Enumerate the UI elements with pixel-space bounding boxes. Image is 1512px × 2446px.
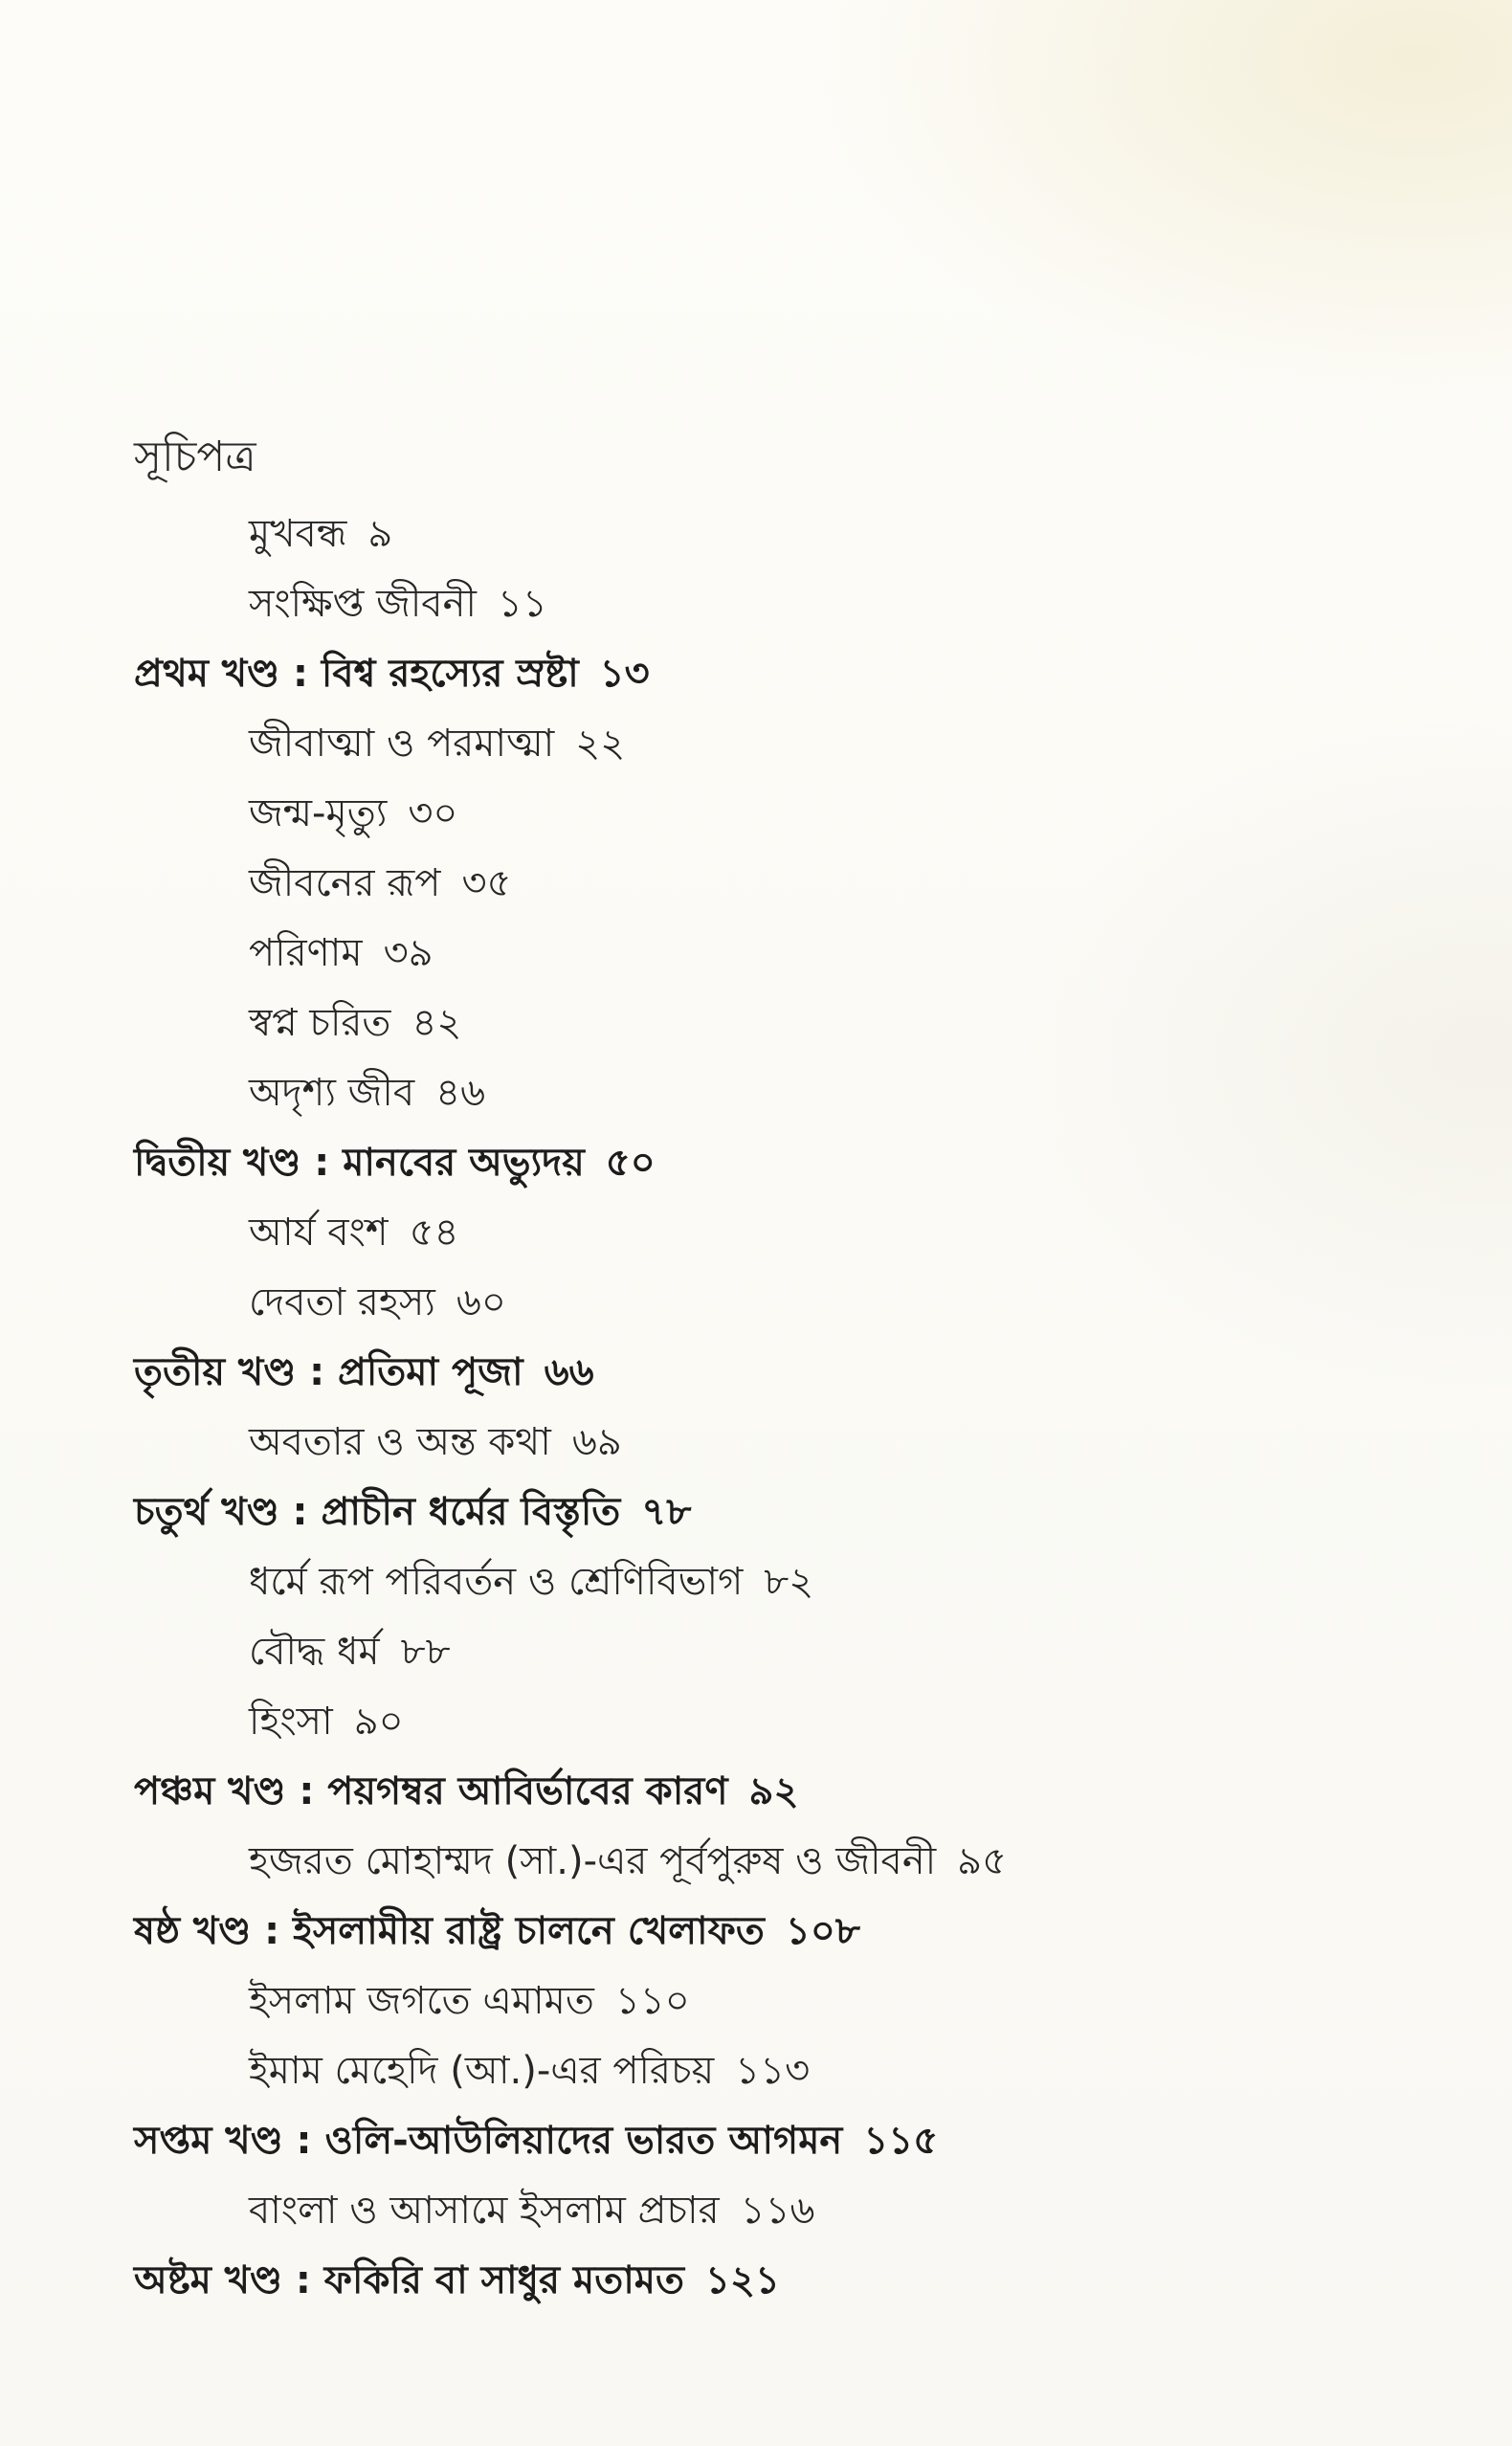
entry-title: ইসলাম জগতে এমামত bbox=[249, 1979, 594, 2023]
entry-page-number: ৮২ bbox=[764, 1560, 814, 1604]
entry-title: অদৃশ্য জীব bbox=[249, 1071, 415, 1115]
entry-page-number: ১১৫ bbox=[863, 2119, 939, 2163]
toc-part-entry bbox=[134, 2246, 1378, 2316]
entry-page-number: ৬০ bbox=[456, 1280, 506, 1324]
entry-page-number: ৬৯ bbox=[571, 1420, 622, 1464]
entry-page-number: ১১ bbox=[497, 582, 547, 626]
toc-title: সূচিপত্র bbox=[134, 433, 256, 481]
entry-title: অবতার ও অন্ত কথা bbox=[249, 1420, 551, 1464]
entry-title: সংক্ষিপ্ত জীবনী bbox=[249, 582, 477, 626]
toc-chapter-entry bbox=[134, 1058, 1378, 1128]
toc-chapter-entry bbox=[134, 919, 1378, 989]
entry-page-number: ১৩ bbox=[599, 652, 650, 696]
entry-title: জীবাত্মা ও পরমাত্মা bbox=[249, 722, 555, 766]
toc-chapter-entry bbox=[134, 569, 1378, 639]
toc-chapter-entry bbox=[134, 1827, 1378, 1897]
entry-title: তৃতীয় খণ্ড : প্রতিমা পূজা bbox=[134, 1350, 523, 1394]
toc-part-entry bbox=[134, 639, 1378, 709]
toc-chapter-entry bbox=[134, 709, 1378, 779]
entry-title: ষষ্ঠ খণ্ড : ইসলামীয় রাষ্ট্র চালনে খেলাফত bbox=[134, 1909, 765, 1953]
entry-title: বৌদ্ধ ধর্ম bbox=[249, 1630, 380, 1674]
entry-title: ধর্মে রূপ পরিবর্তন ও শ্রেণিবিভাগ bbox=[249, 1560, 744, 1604]
entry-page-number: ৫৪ bbox=[409, 1211, 459, 1255]
toc-chapter-entry bbox=[134, 500, 1378, 569]
toc-part-entry bbox=[134, 1757, 1378, 1827]
toc-chapter-entry bbox=[134, 849, 1378, 919]
toc-chapter-entry bbox=[134, 1547, 1378, 1617]
entry-title: অষ্টম খণ্ড : ফকিরি বা সাধুর মতামত bbox=[134, 2258, 685, 2302]
entry-title: হজরত মোহাম্মদ (সা.)-এর পূর্বপুরুষ ও জীবনী bbox=[249, 1839, 937, 1883]
entry-page-number: ৩৫ bbox=[461, 861, 512, 905]
entry-title: চতুর্থ খণ্ড : প্রাচীন ধর্মের বিস্তৃতি bbox=[134, 1490, 621, 1534]
toc-chapter-entry bbox=[134, 1198, 1378, 1268]
entry-page-number: ৮৮ bbox=[400, 1630, 451, 1674]
toc-chapter-entry bbox=[134, 1967, 1378, 2036]
toc-chapter-entry bbox=[134, 1617, 1378, 1687]
entry-title: জীবনের রূপ bbox=[249, 861, 441, 905]
entry-page-number: ৩০ bbox=[408, 791, 458, 835]
entry-page-number: ৫০ bbox=[605, 1141, 656, 1185]
entry-page-number: ১১৬ bbox=[740, 2189, 815, 2233]
entry-title: বাংলা ও আসামে ইসলাম প্রচার bbox=[249, 2189, 720, 2233]
entry-title: পরিণাম bbox=[249, 931, 363, 975]
entry-title: প্রথম খণ্ড : বিশ্ব রহস্যের স্রষ্টা bbox=[134, 652, 579, 696]
entry-page-number: ১০৮ bbox=[785, 1909, 860, 1953]
entry-page-number: ৯২ bbox=[748, 1769, 799, 1813]
entry-page-number: ১১৩ bbox=[735, 2049, 811, 2093]
entry-title: আর্য বংশ bbox=[249, 1211, 389, 1255]
entry-title: মুখবন্ধ bbox=[249, 512, 347, 556]
entry-page-number: ৯৫ bbox=[957, 1839, 1008, 1883]
entry-page-number: ২২ bbox=[575, 722, 626, 766]
toc-chapter-entry bbox=[134, 2036, 1378, 2106]
entry-title: পঞ্চম খণ্ড : পয়গম্বর আবির্ভাবের কারণ bbox=[134, 1769, 728, 1813]
entry-title: দেবতা রহস্য bbox=[249, 1280, 435, 1324]
toc-part-entry bbox=[134, 1338, 1378, 1408]
toc-part-entry bbox=[134, 1478, 1378, 1547]
entry-page-number: ৩৯ bbox=[383, 931, 434, 975]
entry-page-number: ৭৮ bbox=[641, 1490, 692, 1534]
entry-page-number: ৪৬ bbox=[435, 1071, 486, 1115]
entry-page-number: ৯ bbox=[367, 512, 393, 556]
toc-chapter-entry bbox=[134, 1408, 1378, 1478]
entry-title: স্বপ্ন চরিত bbox=[249, 1001, 391, 1045]
toc-part-entry bbox=[134, 2106, 1378, 2176]
entry-page-number: ৯০ bbox=[353, 1700, 404, 1744]
entry-page-number: ১২১ bbox=[705, 2258, 780, 2302]
entry-page-number: ৬৬ bbox=[544, 1350, 594, 1394]
entry-title: সপ্তম খণ্ড : ওলি-আউলিয়াদের ভারত আগমন bbox=[134, 2119, 843, 2163]
toc-chapter-entry bbox=[134, 2176, 1378, 2246]
entry-title: জন্ম-মৃত্যু bbox=[249, 791, 388, 835]
toc-chapter-entry bbox=[134, 989, 1378, 1058]
toc-part-entry bbox=[134, 1128, 1378, 1198]
entry-page-number: ১১০ bbox=[614, 1979, 690, 2023]
toc-chapter-entry bbox=[134, 1687, 1378, 1757]
toc-part-entry bbox=[134, 1897, 1378, 1967]
entry-page-number: ৪২ bbox=[411, 1001, 462, 1045]
toc-chapter-entry bbox=[134, 1268, 1378, 1338]
entry-title: হিংসা bbox=[249, 1700, 333, 1744]
entry-title: দ্বিতীয় খণ্ড : মানবের অভ্যুদয় bbox=[134, 1141, 585, 1185]
entry-title: ইমাম মেহেদি (আ.)-এর পরিচয় bbox=[249, 2049, 715, 2093]
table-of-contents bbox=[134, 431, 1378, 2316]
toc-chapter-entry bbox=[134, 779, 1378, 849]
toc-list bbox=[134, 500, 1378, 2316]
